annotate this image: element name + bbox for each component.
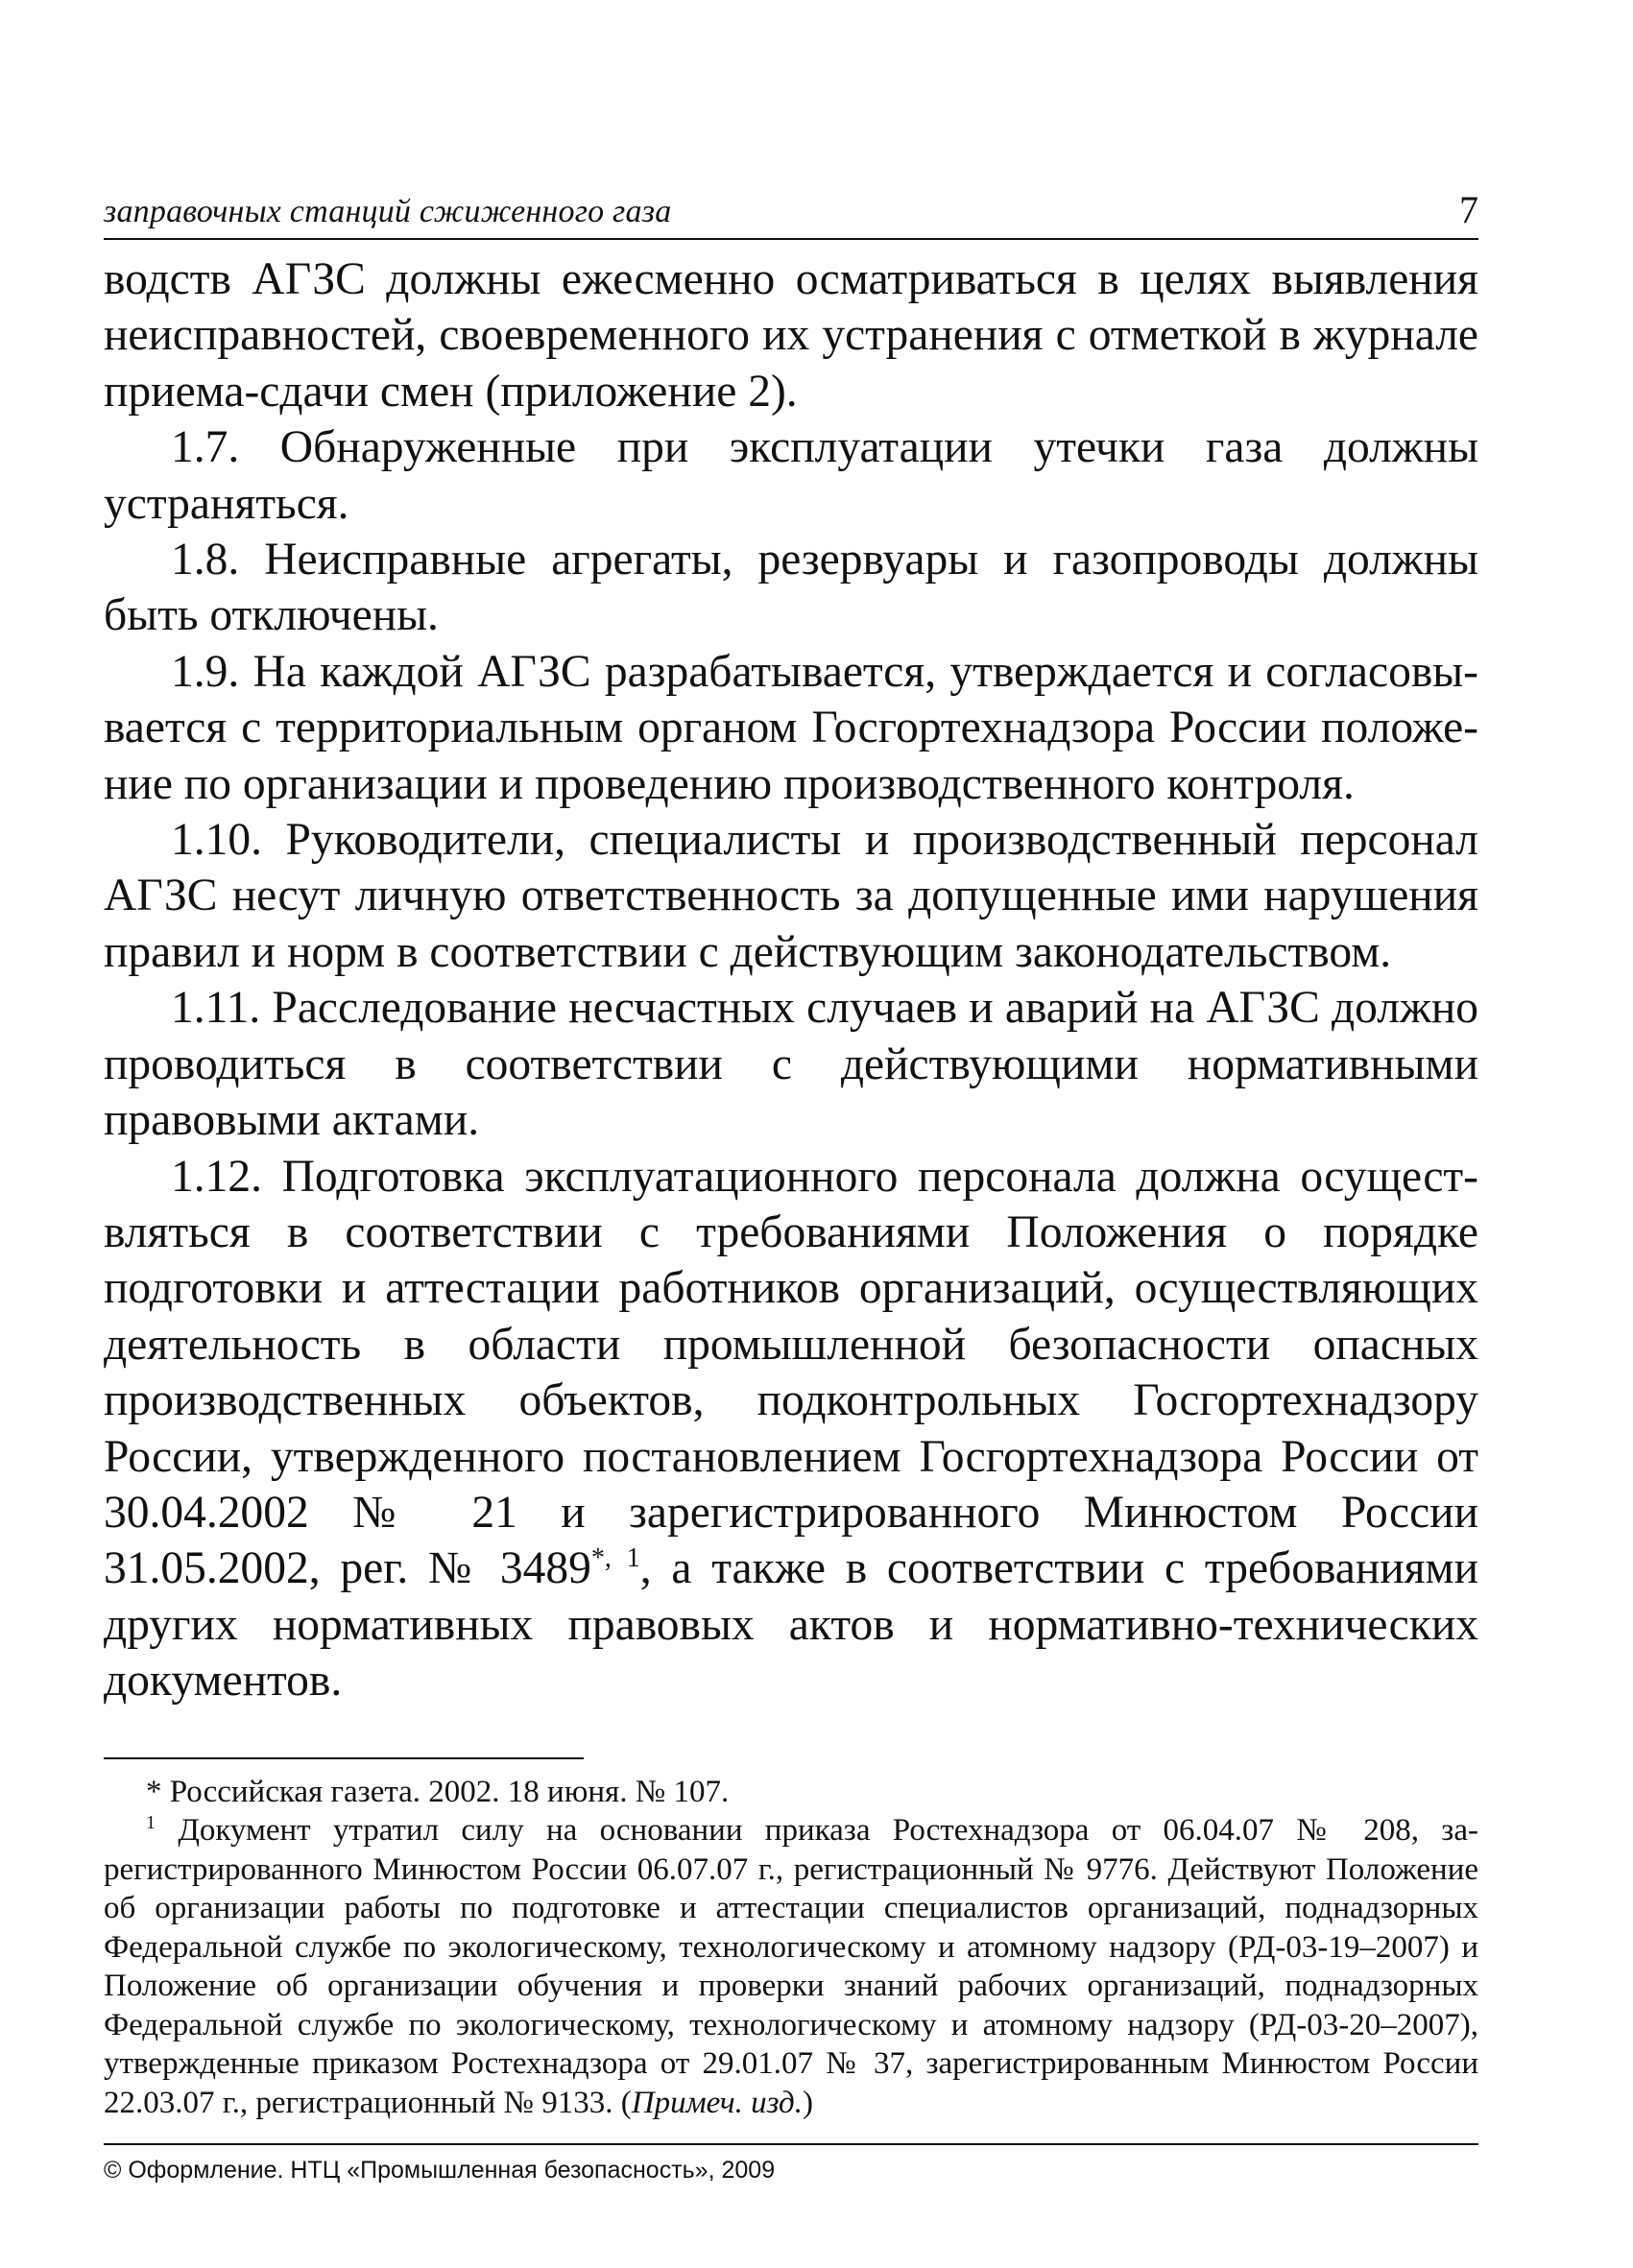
paragraph-1-12-tail: , а также в соответствии с требованиями других нормативных правовых актов и нормативно-технических документов. <box>104 1543 1479 1707</box>
paragraph-1-7: 1.7. Обнаруженные при эксплуатации утечки газа должны устраняться. <box>104 422 1478 529</box>
footnote-1-publisher-note: Примеч. изд. <box>631 2085 803 2120</box>
copyright-separator <box>104 2143 1478 2145</box>
footnote-reference-marks: *, 1 <box>590 1543 640 1574</box>
paragraph-continuation: водств АГЗС должны ежесменно осматриваться в целях выявления неисправностей, своевременного их устранения с отметкой в журнале приема-сдачи смен (приложение 2). <box>104 254 1478 417</box>
page-number: 7 <box>1459 188 1478 231</box>
footnote-1 <box>104 1811 1478 2122</box>
footnotes <box>104 1773 1478 2123</box>
body-text <box>104 251 1478 1709</box>
footnote-separator <box>104 1757 584 1759</box>
footnote-1-close: ) <box>802 2085 813 2120</box>
footnote-1-text: Документ утратил силу на основании приказа Ростехнадзора от 06.04.07 № 208, зарегистрированного Минюстом России 06.07.07 г., регистрационный № 9776. Действуют Положение об организации работы по подготовке и аттестации специалистов организаций, поднадзорных Федеральной службе по экологическому, технологическому и атомному надзору (РД-03-19–2007) и Положение об организации обучения и проверки знаний рабочих организаций, поднадзорных Федеральной службе по экологическому, технологическому и атомному надзору (РД-03-20–2007), утвержденные приказом Ростехнадзора от 29.01.07 № 37, зарегистрированным Минюстом России 22.03.07 г., регистрационный № 9133. ( <box>104 1813 1478 2120</box>
footnote-star: * Российская газета. 2002. 18 июня. № 107. <box>146 1774 730 1809</box>
document-page <box>104 182 1478 2185</box>
running-title: заправочных станций сжиженного газа <box>104 194 672 229</box>
copyright-line: © Оформление. НТЦ «Промышленная безопасность», 2009 <box>104 2157 776 2184</box>
footnote-1-mark: 1 <box>146 1812 156 1834</box>
paragraph-1-12 <box>104 1149 1478 1709</box>
paragraph-1-12-text: 1.12. Подготовка эксплуатационного персонала должна осуществляться в соответствии с требованиями Положения о порядке подготовки и аттестации работников организаций, осуществляющих деятельность в области промышленной безопасности опасных производственных объектов, подконтрольных Госгортехнадзору России, утвержденного постановлением Госгортехнадзора России от 30.04.2002 № 21 и зарегистрированного Минюстом России 31.05.2002, рег. № 3489 <box>104 1151 1478 1594</box>
paragraph-1-11: 1.11. Расследование несчастных случаев и аварий на АГЗС должно проводиться в соответствии с действующими нормативными правовыми актами. <box>104 983 1478 1146</box>
paragraph-1-9: 1.9. На каждой АГЗС разрабатывается, утверждается и согласовывается с территориальным органом Госгортехнадзора России положение по организации и проведению производственного контроля. <box>104 646 1478 809</box>
paragraph-1-10: 1.10. Руководители, специалисты и производственный персонал АГЗС несут личную ответственность за допущенные ими нарушения правил и норм в соответствии с действующим законодательством. <box>104 815 1478 977</box>
running-header <box>104 182 1478 240</box>
paragraph-1-8: 1.8. Неисправные агрегаты, резервуары и газопроводы должны быть отключены. <box>104 535 1478 641</box>
